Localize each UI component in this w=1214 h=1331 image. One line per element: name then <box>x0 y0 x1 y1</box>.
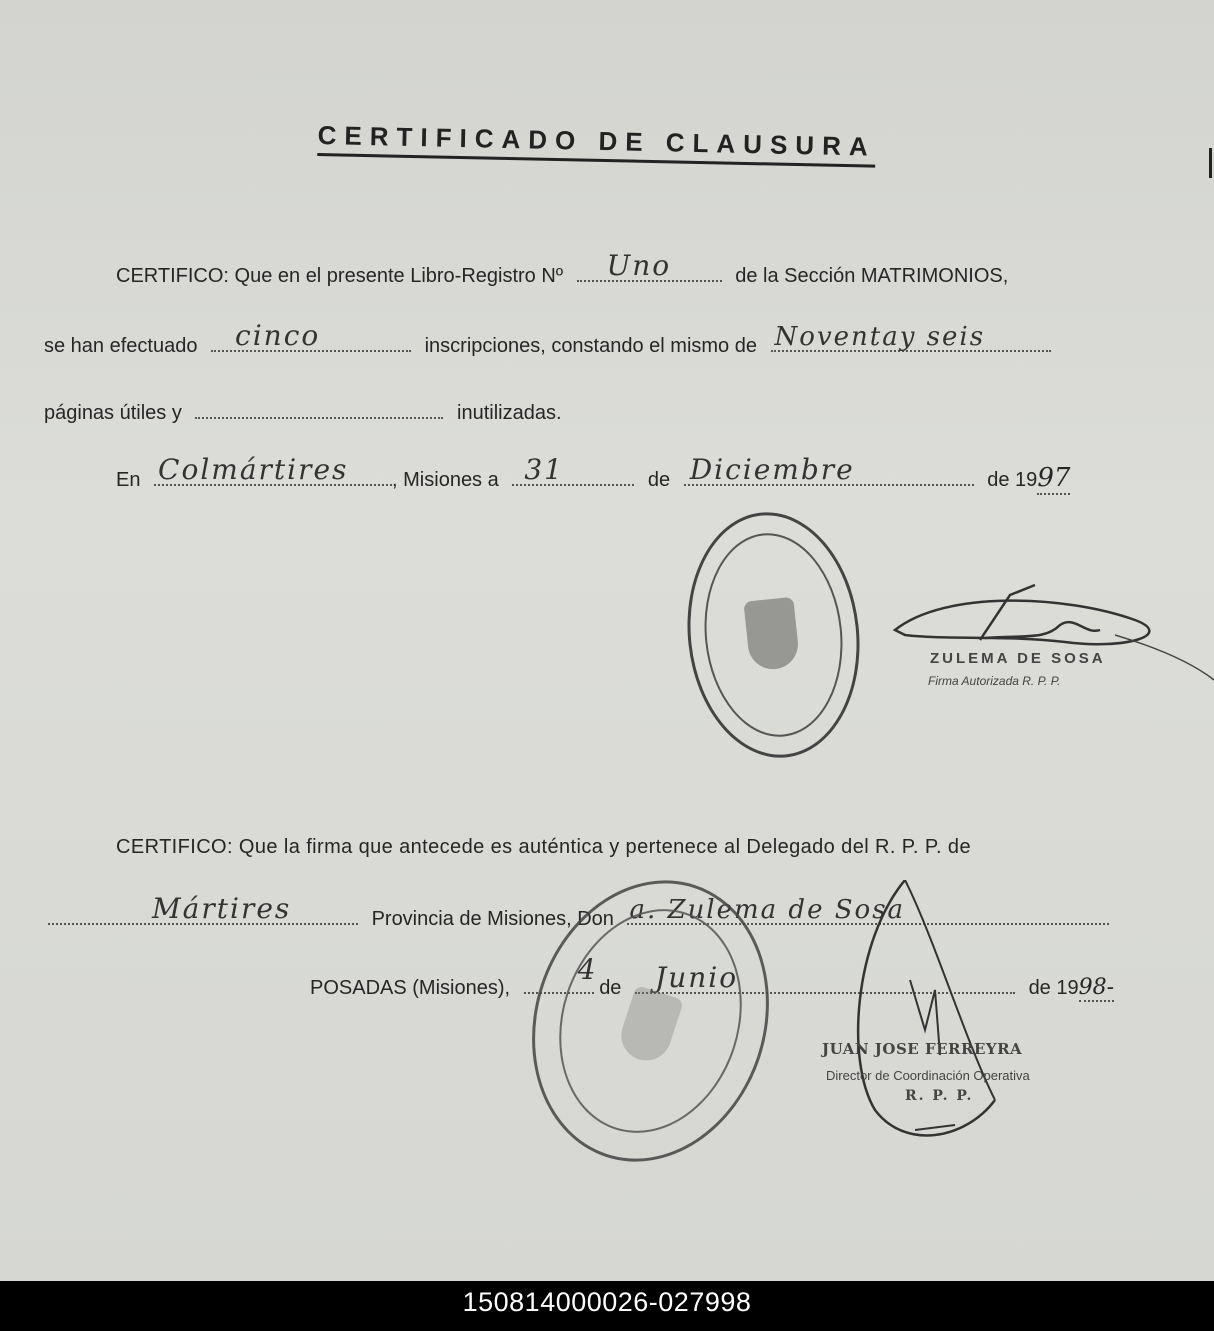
section2-line3: POSADAS (Misiones), 4 de Junio de 1998- <box>310 953 1115 1000</box>
edge-mark <box>1209 148 1212 178</box>
signature1-title: Firma Autorizada R. P. P. <box>928 674 1061 688</box>
signature2-title: Director de Coordinación Operativa <box>826 1068 1030 1083</box>
section1-line2: se han efectuado cinco inscripciones, constando el mismo de Noventay seis <box>44 330 1051 358</box>
signature2-org: R. P. P. <box>905 1088 974 1104</box>
year-field: 97 <box>1037 463 1071 493</box>
document-title: CERTIFICADO DE CLAUSURA <box>317 120 876 168</box>
handwritten-signature-2 <box>845 880 1015 1150</box>
registro-number-field: Uno <box>577 260 722 282</box>
signature1-name: ZULEMA DE SOSA <box>930 650 1106 667</box>
month2-field: Junio <box>635 972 1015 994</box>
signature2-name: JUAN JOSE FERREYRA <box>822 1040 1023 1058</box>
day2-field: 4 <box>524 972 594 994</box>
section2-line1: CERTIFICO: Que la firma que antecede es auténtica y pertenece al Delegado del R. P. P. de <box>116 836 971 858</box>
inscripciones-count-field: cinco <box>211 330 411 352</box>
day-field: 31 <box>512 464 634 486</box>
paginas-count-field: Noventay seis <box>771 330 1051 352</box>
place-field: Colmártires <box>154 464 392 486</box>
section1-line4: En Colmártires , Misiones a 31 de Diciembre de 1997 <box>116 453 1071 493</box>
section2-line2: Mártires Provincia de Misiones, Don a. Zulema de Sosa <box>48 903 1109 931</box>
year2-field: 98- <box>1078 975 1115 1000</box>
section1-line3: páginas útiles y inutilizadas. <box>44 397 562 425</box>
official-seal-stamp <box>676 504 872 767</box>
month-field: Diciembre <box>684 464 974 486</box>
section1-line1: CERTIFICO: Que en el presente Libro-Registro Nº Uno de la Sección MATRIMONIOS, <box>116 249 1009 287</box>
delegation-field: Mártires <box>48 903 358 925</box>
footer-bar <box>0 1281 1214 1331</box>
delegate-name-field: a. Zulema de Sosa <box>627 903 1109 925</box>
document-id: 150814000026-027998 <box>462 1287 752 1317</box>
inutilizadas-field <box>195 397 443 419</box>
